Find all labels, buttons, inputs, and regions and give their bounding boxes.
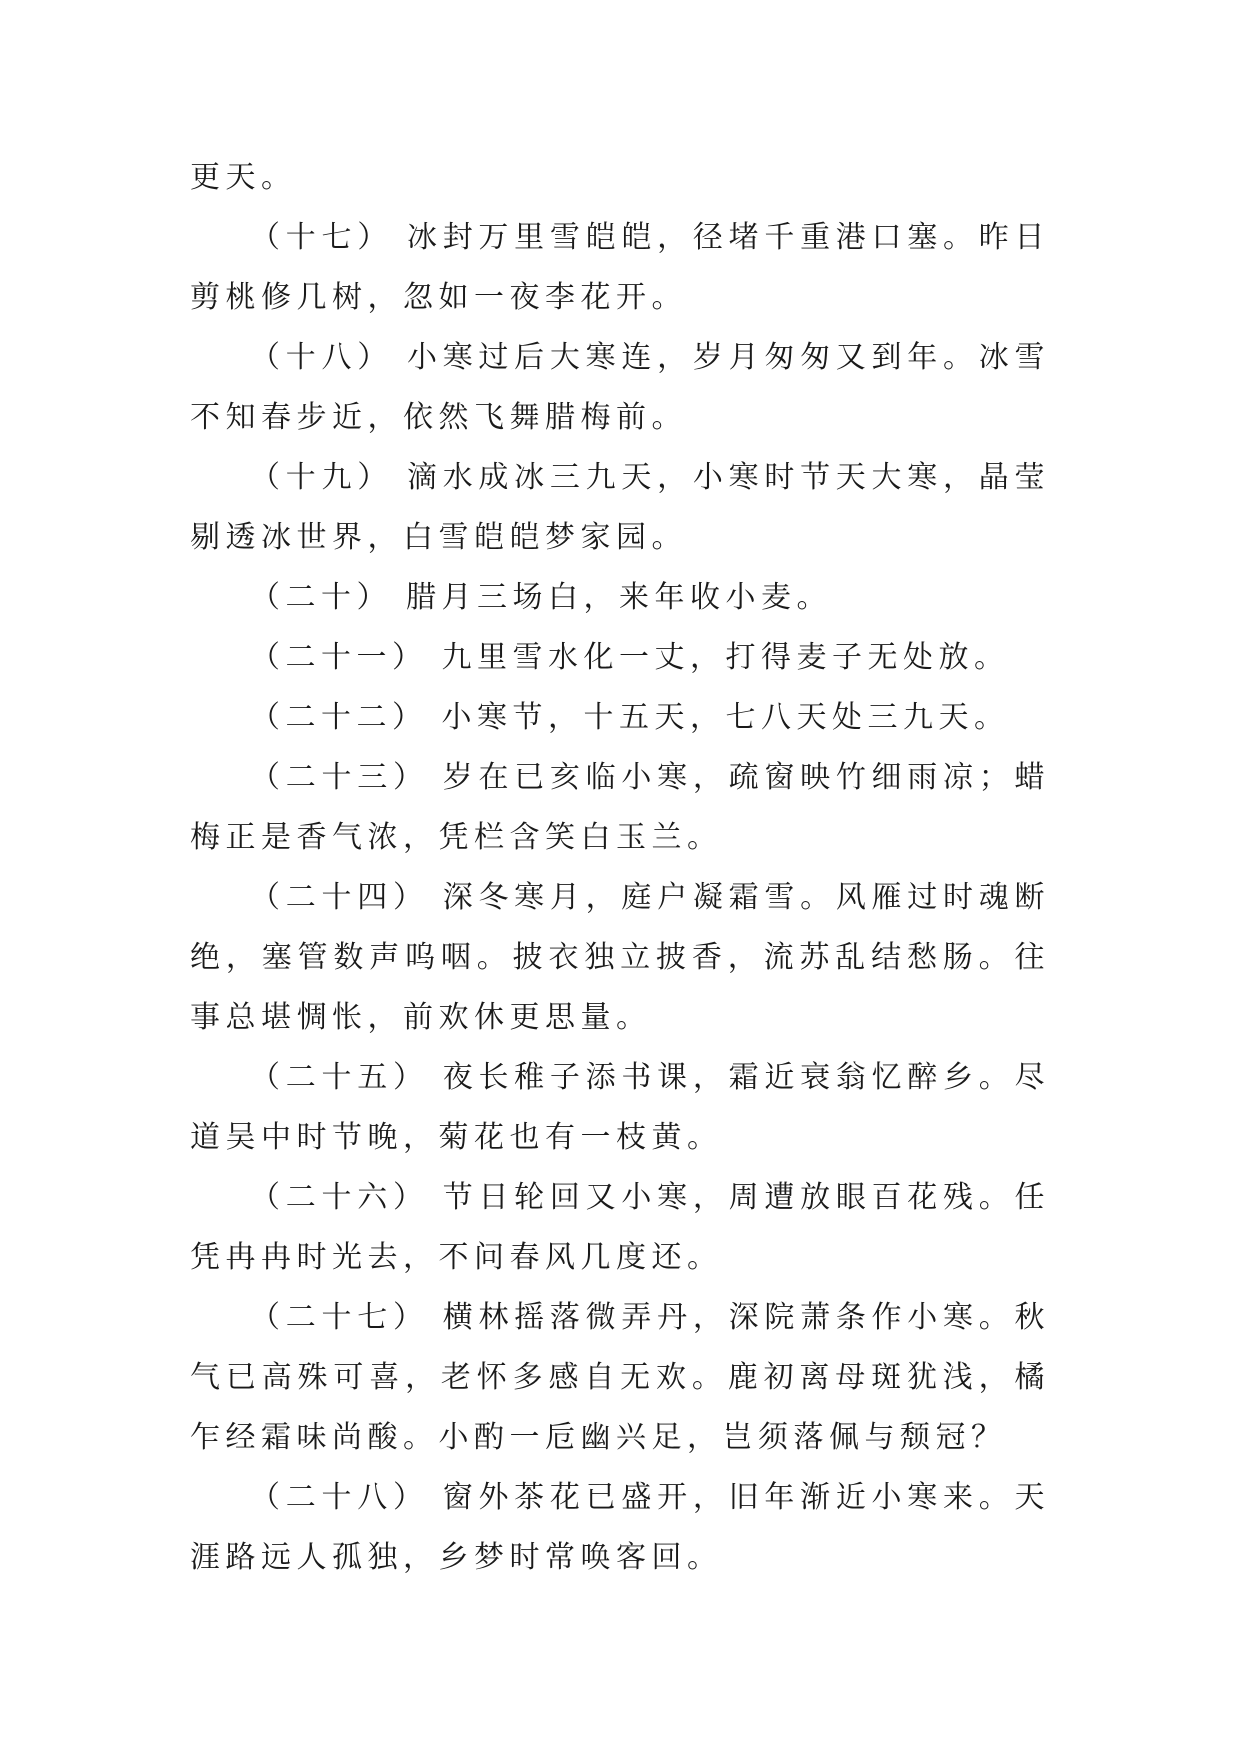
paragraph-17	[190, 208, 1050, 328]
paragraph-text: 九里雪水化一丈，打得麦子无处放。	[441, 640, 1010, 675]
paragraph-22	[190, 688, 1050, 748]
paragraph-text: 小寒节，十五天，七八天处三九天。	[441, 700, 1010, 735]
paragraph-text: 腊月三场白，来年收小麦。	[406, 580, 832, 615]
paragraph-number: （二十八）	[250, 1480, 429, 1515]
paragraph-number: （二十三）	[250, 760, 429, 795]
paragraph-number: （二十四）	[250, 880, 429, 915]
paragraph-continuation	[190, 148, 1050, 208]
paragraph-21	[190, 628, 1050, 688]
paragraph-26	[190, 1168, 1050, 1288]
paragraph-text: 节日轮回又小寒，周遭放眼百花残。任凭冉冉时光去，不问春风几度还。	[190, 1180, 1051, 1275]
paragraph-text: 小寒过后大寒连，岁月匆匆又到年。冰雪不知春步近，依然飞舞腊梅前。	[190, 340, 1051, 435]
paragraph-text: 岁在已亥临小寒，疏窗映竹细雨凉；蜡梅正是香气浓，凭栏含笑白玉兰。	[190, 760, 1051, 855]
paragraph-text: 深冬寒月，庭户凝霜雪。风雁过时魂断绝，塞管数声呜咽。披衣独立披香，流苏乱结愁肠。往事总堪惆怅，前欢休更思量。	[190, 880, 1051, 1035]
paragraph-text: 冰封万里雪皑皑，径堵千重港口塞。昨日剪桃修几树，忽如一夜李花开。	[190, 220, 1051, 315]
paragraph-text: 夜长稚子添书课，霜近衰翁忆醉乡。尽道吴中时节晚，菊花也有一枝黄。	[190, 1060, 1051, 1155]
paragraph-number: （二十一）	[250, 640, 428, 675]
paragraph-23	[190, 748, 1050, 868]
paragraph-number: （十九）	[250, 460, 393, 495]
paragraph-text: 更天。	[190, 160, 297, 195]
paragraph-text: 窗外茶花已盛开，旧年渐近小寒来。天涯路远人孤独，乡梦时常唤客回。	[190, 1480, 1051, 1575]
paragraph-18	[190, 328, 1050, 448]
paragraph-25	[190, 1048, 1050, 1168]
paragraph-24	[190, 868, 1050, 1048]
paragraph-number: （十八）	[250, 340, 393, 375]
paragraph-20	[190, 568, 1050, 628]
paragraph-number: （二十）	[250, 580, 392, 615]
paragraph-text: 横林摇落微弄丹，深院萧条作小寒。秋气已高殊可喜，老怀多感自无欢。鹿初离母斑犹浅，橘乍经霜味尚酸。小酌一卮幽兴足，岂须落佩与颓冠？	[190, 1300, 1051, 1455]
document-page	[190, 148, 1050, 1588]
paragraph-number: （二十六）	[250, 1180, 429, 1215]
paragraph-text: 滴水成冰三九天，小寒时节天大寒，晶莹剔透冰世界，白雪皑皑梦家园。	[190, 460, 1051, 555]
paragraph-number: （二十五）	[250, 1060, 429, 1095]
paragraph-27	[190, 1288, 1050, 1468]
paragraph-number: （二十七）	[250, 1300, 429, 1335]
paragraph-number: （十七）	[250, 220, 393, 255]
paragraph-28	[190, 1468, 1050, 1588]
paragraph-number: （二十二）	[250, 700, 428, 735]
paragraph-19	[190, 448, 1050, 568]
